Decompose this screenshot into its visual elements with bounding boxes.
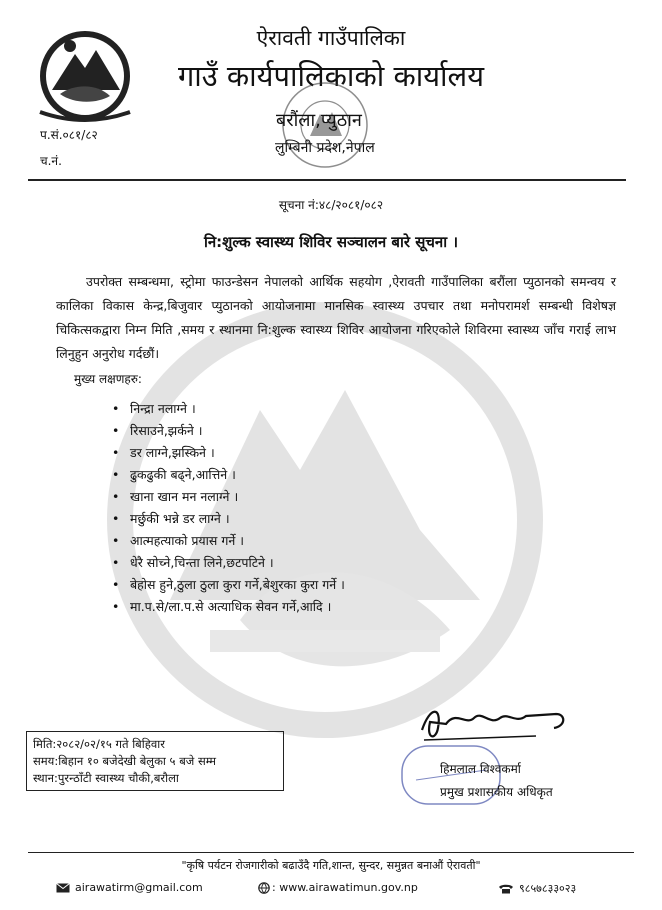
list-item: • निन्द्रा नलाग्ने । xyxy=(112,398,345,420)
signatory-name: हिमलाल विश्वकर्मा xyxy=(440,762,521,776)
symptoms-heading: मुख्य लक्षणहरु: xyxy=(74,372,142,386)
footer-website[interactable] xyxy=(258,881,418,894)
globe-icon xyxy=(258,882,270,894)
footer-phone[interactable] xyxy=(498,881,576,896)
list-item: • आत्महत्याको प्रयास गर्ने । xyxy=(112,530,345,552)
reference-number: प.सं.०८१/८२ xyxy=(40,128,98,142)
footer-slogan: "कृषि पर्यटन रोजगारीको बढाउँदै गति,शान्त, सुन्दर, समुन्नत बनाऔं ऐरावती" xyxy=(181,859,481,872)
notice-number: सूचना नं:४८/२०८१/०८२ xyxy=(278,198,384,212)
office-address: बरौंला,प्युठान xyxy=(276,110,362,131)
website-text: : www.airawatimun.gov.np xyxy=(272,881,418,894)
office-name: गाउँ कार्यपालिकाको कार्यालय xyxy=(177,59,485,93)
list-item: • खाना खान मन नलाग्ने । xyxy=(112,486,345,508)
list-item: • मर्छुकी भन्ने डर लाग्ने । xyxy=(112,508,345,530)
list-item: • धेरै सोच्ने,चिन्ता लिने,छटपटिने । xyxy=(112,552,345,574)
list-item: • रिसाउने,झर्कने । xyxy=(112,420,345,442)
header-divider xyxy=(28,179,626,181)
mail-icon xyxy=(56,883,70,893)
municipality-name: ऐरावती गाउँपालिका xyxy=(256,26,406,50)
notice-body: उपरोक्त सम्बन्धमा, स्ट्रोमा फाउन्डेसन नेपालको आर्थिक सहयोग ,ऐरावती गाउँपालिका बरौंला प्युठानको समन्वय र कालिका विकास केन्द्र,बिजुवार प्युठानको आयोजनामा मानसिक स्वास्थ्य उपचार तथा मनोपरामर्श सम्बन्धी विशेषज्ञ चिकित्सकद्वारा निम्न मिति ,समय र स्थानमा नि:शुल्क स्वास्थ्य शिविर आयोजना गरिएकोले शिविरमा स्वास्थ्य जाँच गराई लाभ लिनुहुन अनुरोध गर्दछौं। xyxy=(56,274,616,361)
email-text: airawatirm@gmail.com xyxy=(75,881,203,894)
event-time: समय:बिहान १० बजेदेखी बेलुका ५ बजे सम्म xyxy=(33,754,217,768)
footer-email[interactable] xyxy=(56,881,203,894)
list-item: • डर लाग्ने,झस्किने । xyxy=(112,442,345,464)
signatory-title: प्रमुख प्रशासकीय अधिकृत xyxy=(440,785,553,799)
dispatch-number: च.नं. xyxy=(40,154,62,168)
event-place: स्थान:पुरन्ठाँटी स्वास्थ्य चौकी,बरौला xyxy=(33,771,179,785)
province-address: लुम्बिनी प्रदेश,नेपाल xyxy=(275,140,375,156)
phone-icon xyxy=(498,884,514,894)
phone-text: ९८५७८३३०२३ xyxy=(519,882,577,895)
list-item: • बेहोस हुने,ठुला ठुला कुरा गर्ने,बेशुरका कुरा गर्ने । xyxy=(112,574,345,596)
notice-title: नि:शुल्क स्वास्थ्य शिविर सञ्चालन बारे सूचना । xyxy=(203,233,459,251)
footer-divider xyxy=(28,852,634,853)
event-details-box xyxy=(26,731,284,791)
event-date: मिति:२०८२/०२/१५ गते बिहिवार xyxy=(33,737,165,751)
list-item: • मा.प.से/ला.प.से अत्याधिक सेवन गर्ने,आदि । xyxy=(112,596,345,618)
list-item: • ढुकढुकी बढ्ने,आत्तिने । xyxy=(112,464,345,486)
symptoms-list xyxy=(112,398,345,618)
